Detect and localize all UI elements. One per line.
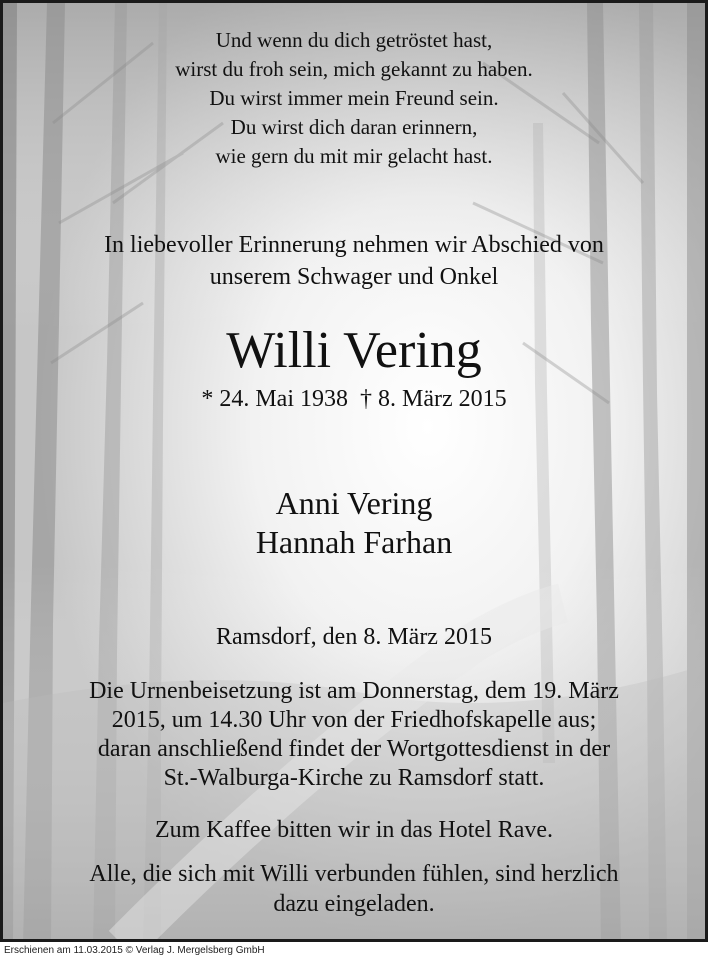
poem: [3, 26, 705, 171]
farewell-intro: [3, 229, 705, 293]
poem-line: Du wirst dich daran erinnern,: [230, 115, 478, 139]
invitation-line: Alle, die sich mit Willi verbunden fühlen, sind herzlich: [89, 861, 619, 887]
deceased-name: Willi Vering: [226, 322, 482, 379]
coffee-note: Zum Kaffee bitten wir in das Hotel Rave.: [154, 817, 554, 843]
poem-line: Du wirst immer mein Freund sein.: [209, 86, 499, 110]
burial-line: St.-Walburga-Kirche zu Ramsdorf statt.: [163, 765, 545, 791]
mourner-name: Anni Vering: [275, 485, 433, 521]
poem-line: wie gern du mit mir gelacht hast.: [215, 144, 493, 168]
place-date: Ramsdorf, den 8. März 2015: [216, 624, 492, 650]
invitation-line: dazu eingeladen.: [273, 891, 435, 917]
burial-line: 2015, um 14.30 Uhr von der Friedhofskapelle aus;: [111, 707, 597, 733]
life-dates: * 24. Mai 1938 † 8. März 2015: [201, 386, 507, 412]
mourner-name: Hannah Farhan: [255, 524, 453, 560]
poem-line: wirst du froh sein, mich gekannt zu haben.: [175, 57, 533, 81]
invitation: [3, 859, 705, 919]
poem-line: Und wenn du dich getröstet hast,: [215, 28, 493, 52]
mourners: [3, 484, 705, 562]
burial-line: Die Urnenbeisetzung ist am Donnerstag, dem 19. März: [89, 678, 619, 704]
publication-footer: [0, 942, 708, 959]
burial-info: [3, 677, 705, 793]
intro-line: In liebevoller Erinnerung nehmen wir Abschied von: [104, 232, 604, 258]
intro-line: unserem Schwager und Onkel: [209, 264, 499, 290]
notice-text: [3, 3, 705, 939]
burial-line: daran anschließend findet der Wortgottesdienst in der: [97, 736, 611, 762]
publication-credit: Erschienen am 11.03.2015 © Verlag J. Mergelsberg GmbH: [4, 945, 265, 956]
